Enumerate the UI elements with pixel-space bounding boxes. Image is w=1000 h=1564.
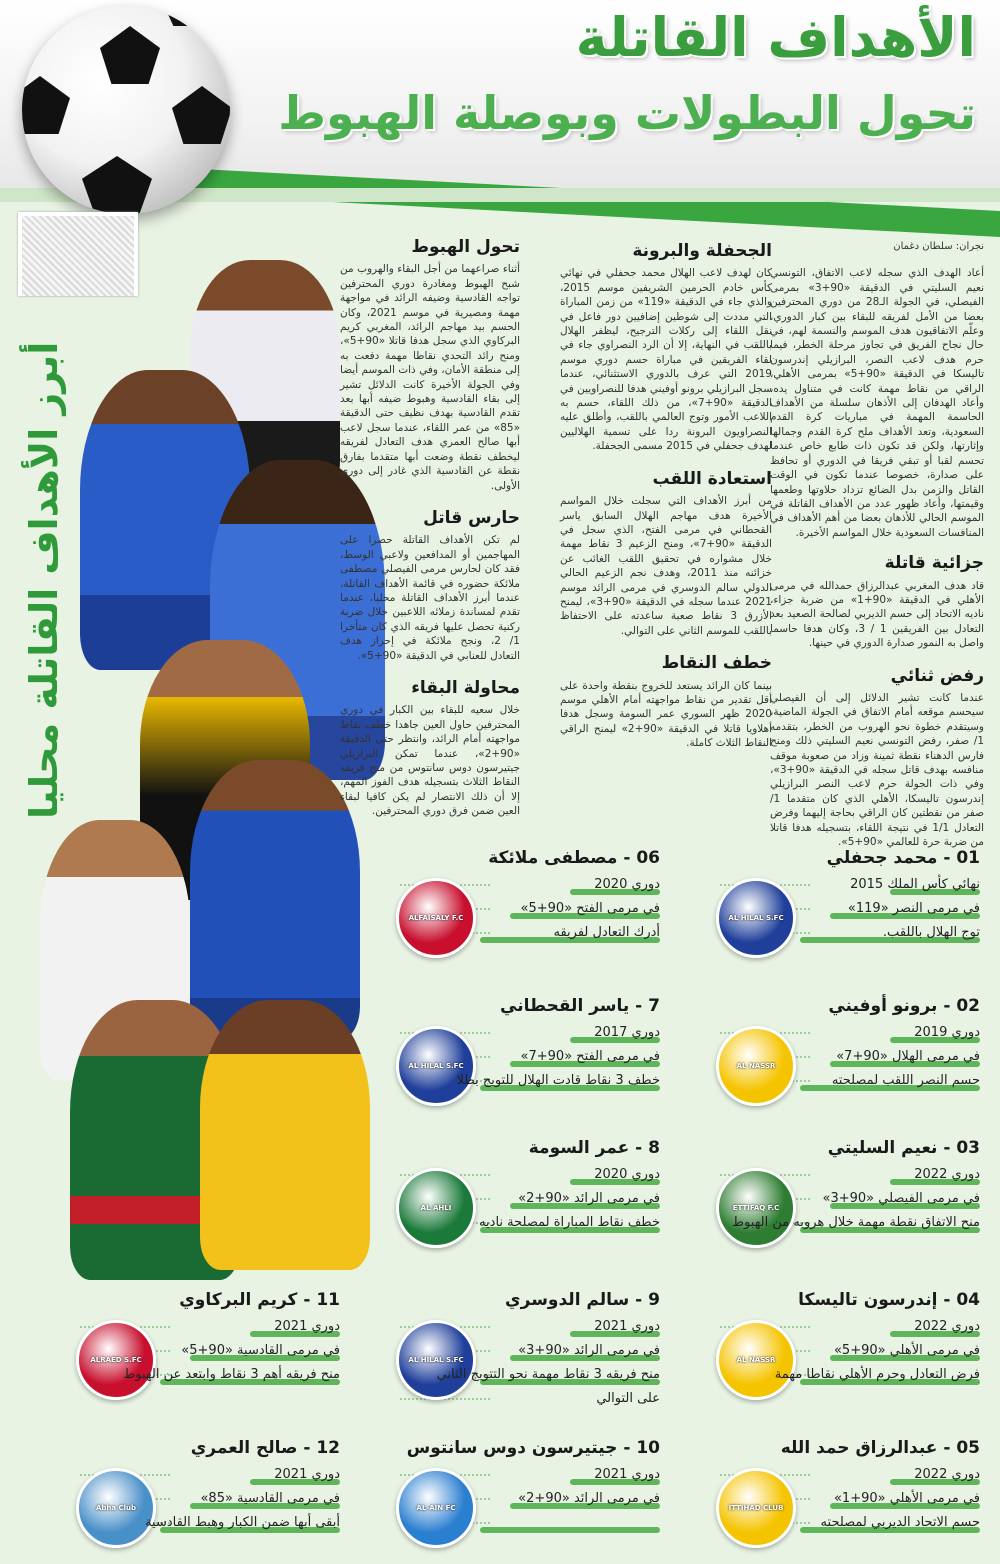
club-logo-label: ETTIFAQ F.C: [732, 1204, 780, 1212]
goal-card-title: 01 - محمد جحفلي: [826, 848, 980, 868]
goal-card-goal: في مرمى الفتح «90+5»: [520, 901, 660, 916]
goal-card-result: أبقى أبها ضمن الكبار وهبط القادسية: [145, 1515, 340, 1530]
goal-card-goal: في مرمى الفتح «90+7»: [520, 1049, 660, 1064]
goal-card-result: [654, 1515, 660, 1530]
goal-card-goal: في مرمى الرائد «90+2»: [518, 1191, 660, 1206]
club-logo-label: ITTIHAD CLUB: [728, 1504, 784, 1512]
goal-card-goal: في مرمى الهلال «90+7»: [836, 1049, 980, 1064]
goal-card: [400, 1290, 660, 1420]
goal-card-goal: في مرمى الرائد «90+2»: [518, 1491, 660, 1506]
goal-card-result: منح الاتفاق نقطة مهمة خلال هروبه من الهبوط: [732, 1215, 980, 1230]
goal-card: [400, 1438, 660, 1564]
club-logo-icon: [396, 1026, 476, 1106]
goal-card-competition: دوري 2021: [274, 1467, 340, 1482]
goal-card: [720, 1438, 980, 1564]
goal-card-goal: في مرمى النصر «119»: [847, 901, 980, 916]
main-title: الأهداف القاتلة: [575, 6, 976, 69]
club-logo-label: AL HILAL S.FC: [408, 1356, 464, 1364]
goal-card-title: 02 - برونو أوفيني: [828, 996, 980, 1016]
club-logo-label: AL HILAL S.FC: [728, 914, 784, 922]
club-logo-label: ALRAED S.FC: [90, 1356, 142, 1364]
club-logo-icon: [396, 1468, 476, 1548]
club-logo-label: AL AHLI: [420, 1204, 452, 1212]
club-logo-icon: [396, 878, 476, 958]
club-logo-label: Abha Club: [95, 1504, 137, 1512]
article-paragraph: كان لهدف لاعب الهلال محمد جحفلي في نهائي كأس خادم الحرمين الشريفين موسم 2015، والذي جاء في الدقيقة «119» من زمن المباراة التي مددت إلى شوطين إضافيين دور فاعل في نقل اللقاء إلى ركلات الترجيح، ليظفر الهلال باللقب في النهاية، إلا أن الرد النصراوي جاء في لقاء الفريقين في مباراة حسم دوري موسم 2019 التي عرف بالدوري الاستثنائي، عندما سجل البرازيلي برونو أوفيني هدفا للنصراويين في الدقيقة «90+7»، من ذلك اللقاء، حسم به اللاعب الأمور وتوج العالمي باللقب، وأطلق عليه النصراويون البرونة ردا على تسمية الهلاليين لهدف جحفلي في 2015 مسمى الجحفلة.: [560, 267, 773, 453]
club-logo-icon: [76, 1320, 156, 1400]
club-logo-label: AL-AIN FC: [416, 1504, 456, 1512]
club-logo-label: ALFAISALY F.C: [408, 914, 464, 922]
goal-card-title: 06 - مصطفى ملائكة: [488, 848, 660, 868]
goal-card-title: 03 - نعيم السليتي: [827, 1138, 980, 1158]
club-logo-label: AL NASSR: [736, 1356, 776, 1364]
goal-card-result: أدرك التعادل لفريقه: [553, 925, 660, 940]
article-paragraph: أثناء صراعهما من أجل البقاء والهروب من شبح الهبوط ومغادرة دوري المحترفين تواجه القادسية وضيفه الرائد في مواجهة مهمة ومصيرية في موسم 2021، وكان الحسم بيد مهاجم الرائد، المغربي كريم البركاوي الذي سجل هدفا قاتلا «90+5»، ومنح رائد التحدي نقاطا مهمة دفعت به إلى منطقة الأمان، وفي ذات الموسم أيضا وفي الجولة الأخيرة كانت الدلائل تشير إلى بقاء القادسية وهبوط ضيفه أبها بعد تقدم القادسية بهدف نظيف حتى الدقيقة «85» من عمر اللقاء، عندما سجل لاعب أبها صالح العمري هدف التعادل لفريقه ليخطف نقطة وضعت أبها متقدما بفارق نقطة عن القادسية الذي غادر إلى دوري الأولى.: [340, 263, 520, 492]
goal-card-title: 10 - جيتيرسون دوس سانتوس: [406, 1438, 660, 1458]
goal-card: [80, 1438, 340, 1564]
section-heading: استعادة اللقب: [652, 468, 772, 489]
goal-card-result: حسم الاتحاد الديربي لمصلحته: [820, 1515, 980, 1530]
goal-card-goal: في مرمى القادسية «85»: [200, 1491, 340, 1506]
subtitle: تحول البطولات وبوصلة الهبوط: [278, 86, 976, 140]
article-column-left: [340, 237, 520, 837]
goal-card-title: 05 - عبدالرزاق حمد الله: [780, 1438, 980, 1458]
byline: نجران: سلطان دغمان: [893, 241, 984, 252]
section-heading: الجحفلة والبرونة: [632, 241, 772, 261]
goal-card: [720, 848, 980, 978]
section-heading: محاولة البقاء: [411, 677, 520, 698]
goal-card-goal: في مرمى الرائد «90+3»: [518, 1343, 660, 1358]
goal-card-title: 7 - ياسر القحطاني: [500, 996, 660, 1016]
club-logo-label: AL NASSR: [736, 1062, 776, 1070]
goal-card-title: 11 - كريم البركاوي: [179, 1290, 340, 1310]
section-heading: رفض ثنائي: [890, 665, 984, 686]
goal-card-result: فرض التعادل وحرم الأهلي نقاطا مهمة: [774, 1367, 980, 1382]
goal-card-result: منح فريقه 3 نقاط مهمة نحو التتويج الثاني: [436, 1367, 660, 1382]
article-paragraph: قاد هدف المغربي عبدالرزاق حمدالله في مرمى الأهلي في الدقيقة «90+1» من ضربة جزاء، ناديه الاتحاد إلى حسم الديربي لصالحة الصعيد بعد التعادل بين الفريقين 1 / 3، وكان هدفا حاسما واصل به النمور صدارة الدوري في حينها.: [770, 579, 985, 650]
player-photo: [200, 1000, 370, 1270]
row-underline: [480, 1527, 660, 1533]
article-paragraph: خلال سعيه للبقاء بين الكبار في دوري المحترفين حاول العين جاهدا خطف نقاط مواجهته أمام الرائد، وانتظر حتى الدقيقة «90+2»، عندما تمكن البرازيلي جيتيرسون دوس سانتوس من منح فريقه النقاط الثلاث بتسجيله هدف الفوز المهم، إلا أن ذلك الانتصار لم يكن كافيا لبقاء العين ضمن فرق دوري المحترفين.: [340, 704, 520, 818]
section-heading: تحول الهبوط: [411, 237, 520, 257]
goal-card-competition: دوري 2021: [594, 1319, 660, 1334]
goal-card-title: 8 - عمر السومة: [528, 1138, 660, 1158]
article-column-right: [770, 240, 984, 867]
club-logo-label: AL HILAL S.FC: [408, 1062, 464, 1070]
club-logo-icon: [396, 1168, 476, 1248]
goal-card-competition: دوري 2021: [274, 1319, 340, 1334]
club-logo-icon: [396, 1320, 476, 1400]
soccer-ball-icon: [22, 6, 230, 214]
goal-card-competition: دوري 2022: [914, 1467, 980, 1482]
goal-card-goal: في مرمى الأهلي «90+5»: [833, 1343, 980, 1358]
goal-card: [720, 996, 980, 1126]
goal-card-result2: على التوالي: [596, 1391, 660, 1406]
header: [0, 0, 1000, 200]
section-heading: جزائية قاتلة: [884, 553, 984, 574]
club-logo-icon: [716, 1320, 796, 1400]
club-logo-icon: [76, 1468, 156, 1548]
goal-card: [720, 1290, 980, 1420]
players-collage: [40, 240, 390, 1280]
article-column-middle: [560, 241, 773, 769]
goal-card: [400, 1138, 660, 1268]
goal-card: [400, 848, 660, 978]
article-paragraph: بينما كان الرائد يستعد للخروج بنقطة واحدة على أقل تقدير من نقاط مواجهته أمام الأهلي موسم 2020 ظهر السوري عمر السومة وسجل هدفا أهلاويا قاتلا في الدقيقة «90+2» ليمنح الراقي النقاط الثلاث كاملة.: [560, 679, 772, 750]
goal-card-title: 12 - صالح العمري: [190, 1438, 340, 1458]
goal-card-title: 9 - سالم الدوسري: [505, 1290, 660, 1310]
section-heading: حارس قاتل: [423, 507, 520, 528]
goal-card: [400, 996, 660, 1126]
goal-card-result: منح فريقه أهم 3 نقاط وابتعد عن الهبوط: [123, 1367, 340, 1382]
club-logo-icon: [716, 878, 796, 958]
goal-card-competition: نهائي كأس الملك 2015: [850, 877, 980, 892]
player-photo: [190, 760, 360, 1040]
goal-card-competition: دوري 2022: [914, 1167, 980, 1182]
goal-card-result: حسم النصر اللقب لمصلحته: [831, 1073, 980, 1088]
goal-card-goal: في مرمى الفيصلي «90+3»: [822, 1191, 980, 1206]
goal-card: [80, 1290, 340, 1420]
goal-card-competition: دوري 2020: [594, 1167, 660, 1182]
goal-card: [720, 1138, 980, 1268]
goal-card-competition: دوري 2022: [914, 1319, 980, 1334]
goal-card-result: خطف 3 نقاط قادت الهلال للتويج بطلا: [456, 1073, 660, 1088]
club-logo-icon: [716, 1026, 796, 1106]
article-paragraph: أعاد الهدف الذي سجله لاعب الاتفاق، التونسي نعيم السليتي في الدقيقة «90+3» بمرمى الفيصلي، في الجولة الـ28 من دوري المحترفين بعضا من الأمل لفريقه للبقاء بين كبار الدوري، وعلّم الاتفاقيون هدف الموسم والنسمة لهم، في حال نجاح الفريق في تجاوز مرحلة الخطر، فيما حرم هدف لاعب النصر، البرازيلي إندرسون تاليسكا في الدقيقة «90+5» بمرمى الأهلي، الراقي من نقاط مهمة كانت في متناول يده، وأعاد الهدفان إلى الأذهان سلسلة من الأهداف الحاسمة المهمة في مباريات كرة القدم السعودية، وتعد الأهداف ملح كرة القدم وجمالها وإثارتها، ولكن قد تكون ذات طابع خاص عندما تحسم لقبا أو تبقي فريقا في الدوري أو تحافظ على صدارة، خصوصا عندما تكون في الوقت القاتل والزمن بدل الضائع تزداد حلاوتها وطعمها وقيمتها، وأعاد ظهور عدد من الأهداف القاتلة في الموسم الحالي للأذهان بعضا من أهم الأهداف في المنافسات السعودية خلال المواسم الأخيرة.: [770, 267, 984, 539]
article-paragraph: لم تكن الأهداف القاتلة حصرا على المهاجمين أو المدافعين ولاعبي الوسط، فقد كان لحارس مرمى الفيصلي مصطفى ملائكة حضوره في قائمة الأهداف القاتلة، عندما أبرز الأهداف القاتلة محليا، عندما تقدم لمساندة زملائه اللاعبين خلال ضربة ركنية تحصل عليها فريقه الذي كان متأخرا 1/ 2، ونجح ملائكة في إحراز هدف التعادل للعنابي في الدقيقة «90+5».: [340, 534, 520, 662]
header-green-band: [180, 168, 1000, 237]
goal-card-goal: في مرمى القادسية «90+5»: [181, 1343, 340, 1358]
club-logo-icon: [716, 1168, 796, 1248]
article-paragraph: عندما كانت تشير الدلائل إلى أن الفيصلي سيحسم موقعه أمام الاتفاق في الجولة الماضية، وسيتقدم خطوة نحو الهروب من الخطر، بتقدمه 1/ صفر، رفض التونسي نعيم السليتي ذلك ومنح فارس الدهناء نقطة ثمينة وزاد من صعوبة موقف منافسه بهدف قاتل سجله في الدقيقة «90+3»، وفي ذات الجولة حرم لاعب النصر البرازيلي إندرسون تاليسكا، الأهلي الذي كان متقدما 1/ صفر من نقطتين كان الراقي بحاجة إليهما وفرض التعادل 1/1 في نتيجة اللقاء، بتسجيله هدفا قاتلا من ضربة حرة للعالمي «90+5».: [770, 691, 984, 849]
club-logo-icon: [716, 1468, 796, 1548]
goal-card-competition: دوري 2019: [914, 1025, 980, 1040]
goal-card-competition: دوري 2020: [594, 877, 660, 892]
article-paragraph: من أبرز الأهداف التي سجلت خلال المواسم الأخيرة هدف مهاجم الهلال السابق ياسر القحطاني في مرمى الفتح، الذي سجل في الدقيقة «90+7»، ومنح الزعيم 3 نقاط مهمة خلال مشواره في تحقيق اللقب الغائب عن خزائنه منذ 2011، وهدف نجم الزعيم الحالي الدولي سالم الدوسري في مرمى الرائد موسم 2021 عندما سجله في الدقيقة «90+3»، ليمنح الأزرق 3 نقاط صعبة ساعدته على الاحتفاظ باللقب للموسم الثاني على التوالي.: [560, 495, 773, 637]
goal-card-goal: في مرمى الأهلي «90+1»: [833, 1491, 980, 1506]
goal-card-result: توج الهلال باللقب.: [882, 925, 980, 940]
goal-card-title: 04 - إندرسون تاليسكا: [798, 1290, 980, 1310]
side-title: أبرز الأهداف القاتلة محليا: [22, 341, 66, 819]
goal-card-result: خطف نقاط المباراة لمصلحة ناديه: [479, 1215, 660, 1230]
goal-card-competition: دوري 2017: [594, 1025, 660, 1040]
section-heading: خطف النقاط: [661, 653, 772, 674]
goal-card-competition: دوري 2021: [594, 1467, 660, 1482]
